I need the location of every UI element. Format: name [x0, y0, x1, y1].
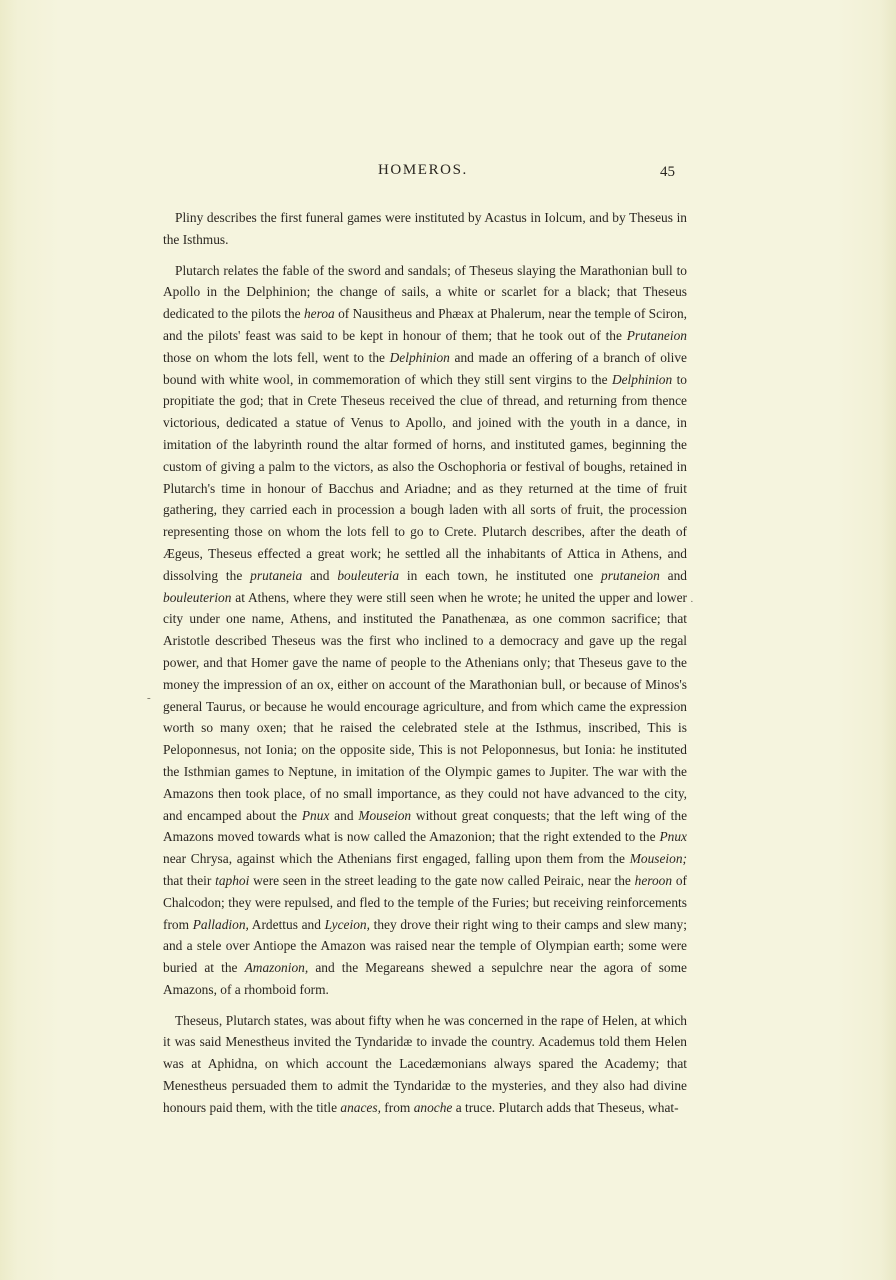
paragraph: [163, 1010, 687, 1119]
italic-term: prutaneia: [250, 567, 303, 583]
italic-term: Amazonion,: [244, 960, 309, 976]
italic-term: Lyceion,: [324, 916, 370, 932]
italic-term: bouleuterion: [163, 589, 232, 605]
margin-dot-mark: ·: [690, 596, 694, 608]
running-title: HOMEROS.: [378, 162, 468, 178]
text-run: a truce. Plutarch adds that Theseus, what-: [452, 1099, 679, 1115]
italic-term: Palladion,: [192, 916, 249, 932]
text-run: without great conquests; that the left wing of the Amazons moved towards what is now called the Amazonion; that the right extended to the: [163, 807, 688, 845]
paragraph: [163, 207, 687, 251]
text-run: Plutarch relates the fable of the sword and sandals; of Theseus slaying the Marathonian bull to Apollo in the Delphinion; the change of sails, a white or scarlet for a black; that Theseus dedicated to the pilots the: [163, 262, 687, 322]
page-header: [0, 162, 896, 186]
text-run: were seen in the street leading to the gate now called Peiraic, near the: [249, 872, 635, 888]
italic-term: heroa: [303, 306, 335, 322]
page-number: 45: [660, 164, 675, 180]
text-run: they drove their right wing to their camps and slew many; and a stele over Antiope the Amazon was raised near the temple of Olympian earth; some were buried at the: [163, 916, 687, 976]
italic-term: Delphinion: [389, 349, 450, 365]
text-run: and: [329, 807, 359, 823]
text-run: to propitiate the god; that in Crete Theseus received the clue of thread, and returning from thence victorious, dedicated a statue of Venus to Apollo, and joined with the youth in a dance, in imitation of the labyrinth round the altar formed of horns, and instituted games, beginning the custom of giving a palm to the victors, as also the Oschophoria or festival of boughs, retained in Plutarch's time in honour of Bacchus and Ariadne; and as they returned at the time of fruit gathering, they carried each in procession a bough laden with all sorts of fruit, the procession representing those on whom the lots fell to go to Crete. Plutarch describes, after the death of Ægeus, Theseus effected a great work; he settled all the inhabitants of Attica in Athens, and dissolving the: [163, 371, 687, 583]
text-run: at Athens, where they were still seen when he wrote; he united the upper and lower city under one name, Athens, and instituted the Panathenæa, as one common sacrifice; that Aristotle described Theseus was the first who inclined to a democracy and gave up the regal power, and that Homer gave the name of people to the Athenians only; that Theseus gave to the money the impression of an ox, either on account of the Marathonian bull, or because of Minos's general Taurus, or because he would encourage agriculture, and from which came the expression worth so many oxen; that he raised the celebrated stele at the Isthmus, inscribed, This is Peloponnesus, not Ionia; on the opposite side, This is not Peloponnesus, but Ionia: he instituted the Isthmian games to Neptune, in imitation of the Olympic games to Jupiter. The war with the Amazons then took place, of no small importance, as they could not have advanced to the city, and encamped about the: [163, 589, 687, 823]
paragraph: [163, 260, 687, 1001]
italic-term: anoche: [413, 1099, 453, 1115]
text-run: from: [380, 1099, 414, 1115]
text-run: Theseus, Plutarch states, was about fifty when he was concerned in the rape of Helen, at which it was said Menestheus invited the Tyndaridæ to invade the country. Academus told them Helen was at Aphidna, on which account the Lacedæmonians always spared the Academy; that Menestheus persuaded them to admit the Tyndaridæ to the mysteries, and they also had divine honours paid them, with the title: [163, 1012, 687, 1115]
italic-term: Pnux: [659, 829, 687, 845]
italic-term: taphoi: [215, 872, 250, 888]
italic-term: anaces,: [340, 1099, 381, 1115]
text-run: and: [659, 567, 687, 583]
italic-term: Pnux: [301, 807, 330, 823]
italic-term: Prutaneion: [626, 327, 687, 343]
text-run: of Nausitheus and Phæax at Phalerum, near the temple of Sciron, and the pilots' feast was said to be kept in honour of them; that he took out of the: [163, 306, 687, 343]
text-run: in each town, he instituted one: [399, 567, 602, 583]
italic-term: Mouseion;: [629, 851, 687, 867]
text-run: and: [302, 567, 338, 583]
text-run: of Chalcodon; they were repulsed, and fled to the temple of the Furies; but receiving reinforcements from: [163, 872, 687, 932]
italic-term: bouleuteria: [337, 567, 400, 583]
italic-term: Delphinion: [611, 371, 673, 387]
italic-term: heroon: [634, 872, 673, 888]
text-run: and the Megareans shewed a sepulchre near the agora of some Amazons, of a rhomboid form.: [163, 960, 687, 997]
text-run: near Chrysa, against which the Athenians first engaged, falling upon them from the: [163, 851, 630, 867]
body-text: [163, 207, 687, 1128]
text-run: and made an offering of a branch of olive bound with white wool, in commemoration of which they still sent virgins to the: [163, 349, 687, 387]
text-run: Ardettus and: [248, 916, 325, 932]
text-run: that their: [163, 872, 216, 888]
text-run: those on whom the lots fell, went to the: [163, 349, 390, 365]
text-run: Pliny describes the first funeral games were instituted by Acastus in Iolcum, and by Theseus in the Isthmus.: [163, 210, 687, 247]
margin-dash-mark: -: [147, 692, 151, 704]
italic-term: prutaneion: [601, 567, 660, 583]
italic-term: Mouseion: [358, 807, 412, 823]
